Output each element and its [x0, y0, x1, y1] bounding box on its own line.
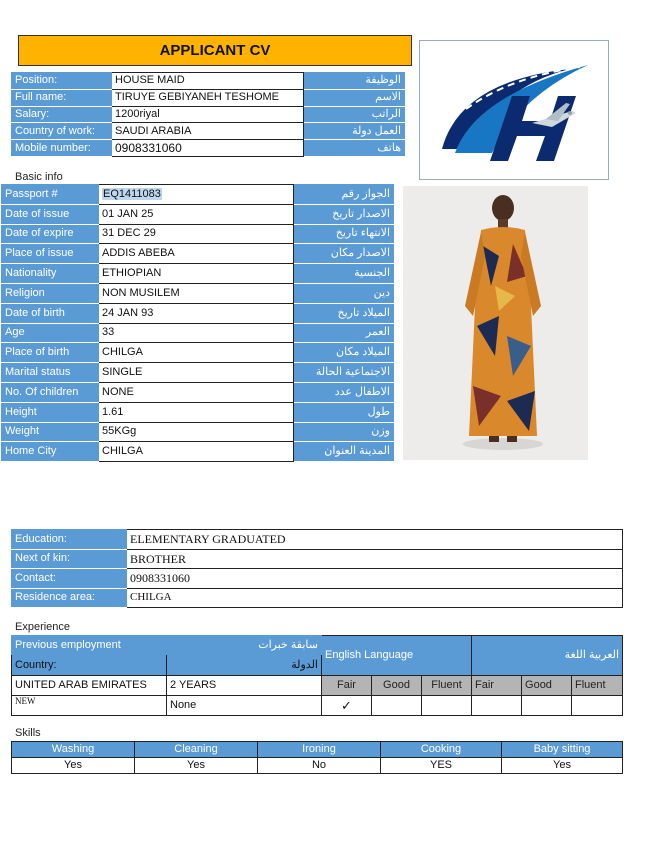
basic-row-home-city: [2, 442, 394, 462]
previous-employment-arabic-label: سابقة خبرات: [167, 636, 322, 655]
date-of-expire-label: Date of expire: [2, 224, 99, 244]
english-fair-checkmark: ✓: [322, 696, 372, 716]
exp-header-row-1: [12, 636, 623, 655]
place-of-issue-value: ADDIS ABEBA: [99, 244, 294, 264]
date-of-expire-arabic-label: الانتهاء تاريخ: [294, 224, 394, 244]
place-of-birth-arabic-label: الميلاد مكان: [294, 343, 394, 363]
skills-value-row: [12, 758, 623, 774]
contact-label: Contact:: [12, 569, 127, 589]
passport-label: Passport #: [2, 185, 99, 205]
previous-employment-label: Previous employment: [12, 636, 167, 655]
exp-row-2-duration: None: [167, 696, 322, 716]
age-label: Age: [2, 323, 99, 343]
basic-row-passport: [2, 185, 394, 205]
experience-table: [11, 635, 623, 716]
edu-row-next-of-kin: [12, 549, 623, 569]
passport-arabic-label: الجواز رقم: [294, 185, 394, 205]
no-of-children-value: NONE: [99, 382, 294, 402]
religion-arabic-label: دين: [294, 283, 394, 303]
marital-status-label: Marital status: [2, 363, 99, 383]
weight-value: 55KGg: [99, 422, 294, 442]
skills-table: [11, 741, 623, 774]
passport-value: [99, 185, 294, 205]
basic-row-religion: [2, 283, 394, 303]
home-city-arabic-label: المدينة العنوان: [294, 442, 394, 462]
basic-row-place-of-issue: [2, 244, 394, 264]
skill-washing-value: Yes: [12, 758, 135, 774]
height-arabic-label: طول: [294, 402, 394, 422]
english-good-cell: [372, 696, 422, 716]
english-language-header: English Language: [322, 636, 472, 676]
position-value: HOUSE MAID: [112, 73, 304, 90]
date-of-birth-label: Date of birth: [2, 303, 99, 323]
nationality-arabic-label: الجنسية: [294, 264, 394, 284]
applicant-photo-icon: [403, 186, 588, 460]
education-value: ELEMENTARY GRADUATED: [127, 530, 623, 550]
skill-baby-sitting-value: Yes: [502, 758, 623, 774]
arabic-language-header: العربية اللغة: [472, 636, 623, 676]
edu-row-contact: [12, 569, 623, 589]
skill-cleaning-label: Cleaning: [135, 742, 258, 758]
education-label: Education:: [12, 530, 127, 550]
religion-value: NON MUSILEM: [99, 283, 294, 303]
mobile-number-label: Mobile number:: [12, 140, 112, 157]
cv-title: APPLICANT CV: [18, 35, 412, 66]
marital-status-value: SINGLE: [99, 363, 294, 383]
basic-row-nationality: [2, 264, 394, 284]
place-of-birth-label: Place of birth: [2, 343, 99, 363]
arabic-fair-header: Fair: [472, 676, 522, 696]
english-fair-header: Fair: [322, 676, 372, 696]
arabic-good-header: Good: [522, 676, 572, 696]
date-of-expire-value: 31 DEC 29: [99, 224, 294, 244]
edu-row-residence-area: [12, 588, 623, 608]
arabic-good-cell: [522, 696, 572, 716]
basic-row-date-of-birth: [2, 303, 394, 323]
mobile-number-arabic-label: هاتف: [304, 140, 405, 157]
home-city-label: Home City: [2, 442, 99, 462]
skill-ironing-value: No: [258, 758, 381, 774]
next-of-kin-value: BROTHER: [127, 549, 623, 569]
salary-value: 1200riyal: [112, 106, 304, 123]
weight-arabic-label: وزن: [294, 422, 394, 442]
basic-row-date-of-expire: [2, 224, 394, 244]
exp-row-2: [12, 696, 623, 716]
home-city-value: CHILGA: [99, 442, 294, 462]
top-info-table: [11, 72, 405, 157]
country-of-work-label: Country of work:: [12, 123, 112, 140]
religion-label: Religion: [2, 283, 99, 303]
salary-label: Salary:: [12, 106, 112, 123]
basic-row-marital-status: [2, 363, 394, 383]
info-row-country-of-work: [12, 123, 405, 140]
basic-row-date-of-issue: [2, 204, 394, 224]
skill-cooking-label: Cooking: [381, 742, 502, 758]
mobile-number-value: 0908331060: [112, 140, 304, 157]
date-of-issue-arabic-label: الاصدار تاريخ: [294, 204, 394, 224]
basic-row-place-of-birth: [2, 343, 394, 363]
basic-row-age: [2, 323, 394, 343]
residence-area-value: CHILGA: [127, 588, 623, 608]
height-value: 1.61: [99, 402, 294, 422]
position-arabic-label: الوظيفة: [304, 73, 405, 90]
age-value: 33: [99, 323, 294, 343]
country-of-work-value: SAUDI ARABIA: [112, 123, 304, 140]
passport-number: EQ1411083: [103, 187, 161, 200]
age-arabic-label: العمر: [294, 323, 394, 343]
skill-washing-label: Washing: [12, 742, 135, 758]
contact-value: 0908331060: [127, 569, 623, 589]
skill-ironing-label: Ironing: [258, 742, 381, 758]
exp-row-1-country: UNITED ARAB EMIRATES: [12, 676, 167, 696]
edu-row-education: [12, 530, 623, 550]
skill-baby-sitting-label: Baby sitting: [502, 742, 623, 758]
full-name-arabic-label: الاسم: [304, 89, 405, 106]
exp-row-1-duration: 2 YEARS: [167, 676, 322, 696]
weight-label: Weight: [2, 422, 99, 442]
marital-status-arabic-label: الاجتماعية الحالة: [294, 363, 394, 383]
arabic-fluent-cell: [572, 696, 623, 716]
full-name-value: TIRUYE GEBIYANEH TESHOME: [112, 89, 304, 106]
basic-row-weight: [2, 422, 394, 442]
date-of-issue-label: Date of issue: [2, 204, 99, 224]
exp-row-2-country: NEW: [12, 696, 167, 716]
arabic-fluent-header: Fluent: [572, 676, 623, 696]
info-row-mobile-number: [12, 140, 405, 157]
residence-area-label: Residence area:: [12, 588, 127, 608]
english-fluent-cell: [422, 696, 472, 716]
basic-row-height: [2, 402, 394, 422]
basic-info-table: [1, 184, 394, 462]
full-name-label: Full name:: [12, 89, 112, 106]
skill-cooking-value: YES: [381, 758, 502, 774]
place-of-issue-label: Place of issue: [2, 244, 99, 264]
no-of-children-label: No. Of children: [2, 382, 99, 402]
basic-info-heading: Basic info: [15, 171, 63, 183]
nationality-value: ETHIOPIAN: [99, 264, 294, 284]
h-road-airplane-logo-icon: [419, 40, 609, 180]
english-good-header: Good: [372, 676, 422, 696]
skills-header-row: [12, 742, 623, 758]
arabic-fair-cell: [472, 696, 522, 716]
height-label: Height: [2, 402, 99, 422]
next-of-kin-label: Next of kin:: [12, 549, 127, 569]
place-of-issue-arabic-label: الاصدار مكان: [294, 244, 394, 264]
place-of-birth-value: CHILGA: [99, 343, 294, 363]
info-row-salary: [12, 106, 405, 123]
date-of-birth-arabic-label: الميلاد تاريخ: [294, 303, 394, 323]
info-row-full-name: [12, 89, 405, 106]
basic-row-no-of-children: [2, 382, 394, 402]
no-of-children-arabic-label: الاطفال عدد: [294, 382, 394, 402]
salary-arabic-label: الراتب: [304, 106, 405, 123]
skills-heading: Skills: [15, 727, 41, 739]
date-of-issue-value: 01 JAN 25: [99, 204, 294, 224]
education-table: [11, 529, 623, 608]
country-arabic-label: الدولة: [167, 655, 322, 676]
english-fluent-header: Fluent: [422, 676, 472, 696]
experience-heading: Experience: [15, 621, 71, 633]
position-label: Position:: [12, 73, 112, 90]
info-row-position: [12, 73, 405, 90]
country-label: Country:: [12, 655, 167, 676]
exp-levels-row: [12, 676, 623, 696]
nationality-label: Nationality: [2, 264, 99, 284]
skill-cleaning-value: Yes: [135, 758, 258, 774]
date-of-birth-value: 24 JAN 93: [99, 303, 294, 323]
country-of-work-arabic-label: العمل دولة: [304, 123, 405, 140]
